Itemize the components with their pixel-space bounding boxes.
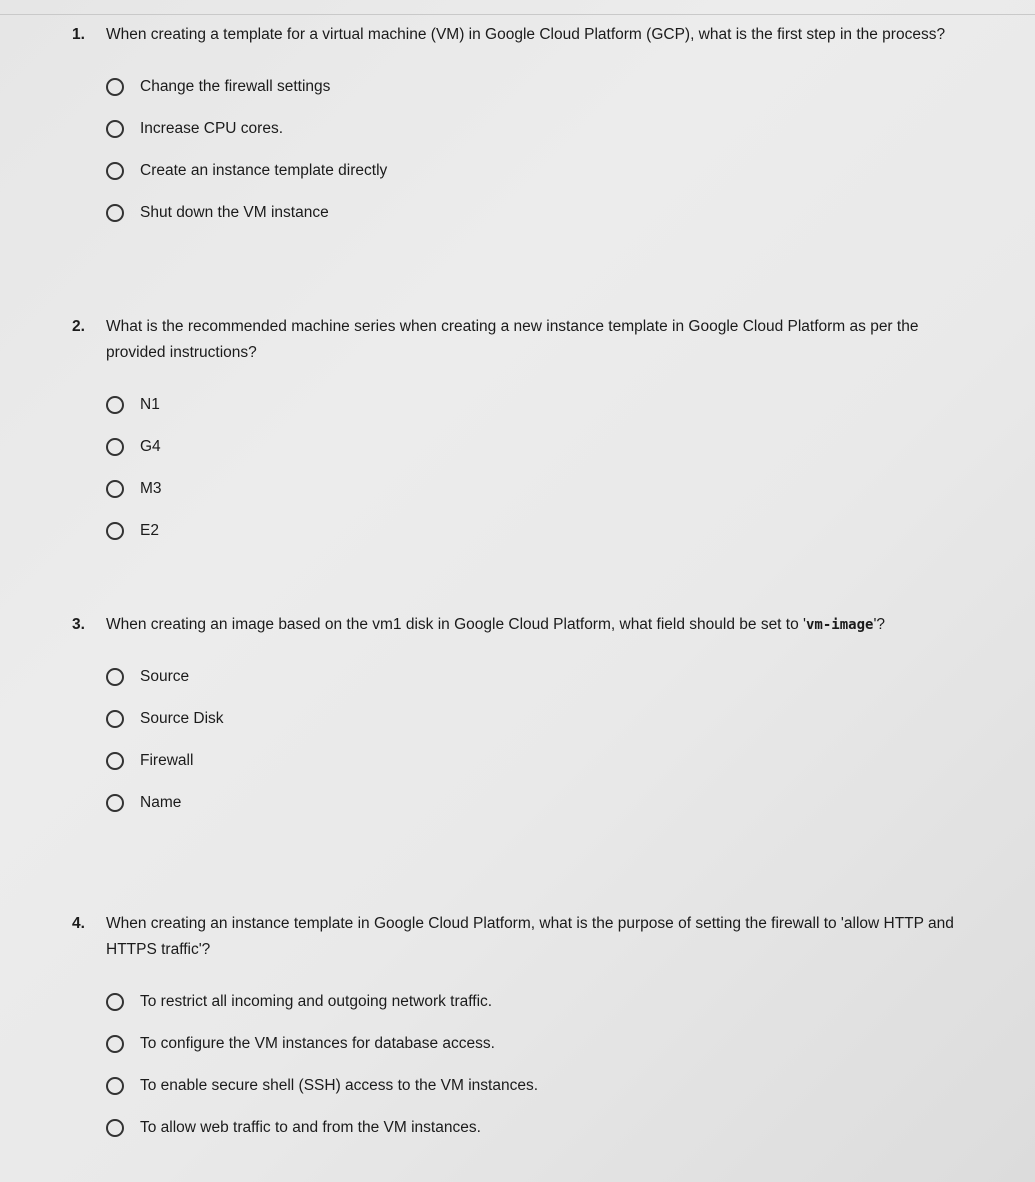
question-3-number: 3. [72,616,85,633]
question-2-option-2[interactable] [106,426,972,468]
question-4-prompt: When creating an instance template in Google Cloud Platform, what is the purpose of setting the firewall to 'allow HTTP and HTTPS traffic'? [106,915,954,958]
question-3-option-1[interactable] [106,656,972,698]
question-2-option-3[interactable] [106,468,972,510]
question-4 [72,911,972,1149]
radio-button[interactable] [106,120,124,138]
radio-button[interactable] [106,78,124,96]
radio-button[interactable] [106,794,124,812]
option-label: Source [140,668,190,685]
radio-button[interactable] [106,1119,124,1137]
option-label: Firewall [140,752,194,769]
question-4-option-2[interactable] [106,1023,972,1065]
question-4-option-1[interactable] [106,981,972,1023]
radio-button[interactable] [106,162,124,180]
question-1-text [72,22,972,48]
question-3-option-2[interactable] [106,698,972,740]
radio-button[interactable] [106,668,124,686]
option-label: M3 [140,480,162,497]
question-4-option-4[interactable] [106,1107,972,1149]
question-1-option-3[interactable] [106,150,972,192]
question-4-options [72,981,972,1149]
radio-button[interactable] [106,752,124,770]
option-label: To enable secure shell (SSH) access to the VM instances. [140,1077,539,1094]
radio-button[interactable] [106,204,124,222]
question-1-option-4[interactable] [106,192,972,234]
question-1-options [72,66,972,234]
option-label: Source Disk [140,710,224,727]
question-4-text [72,911,972,963]
option-label: To configure the VM instances for database access. [140,1035,495,1052]
question-2-prompt: What is the recommended machine series when creating a new instance template in Google Cloud Platform as per the provided instructions? [106,318,919,361]
question-3-prompt-start: When creating an image based on the vm1 disk in Google Cloud Platform, what field should be set to ' [106,616,806,633]
option-label: To allow web traffic to and from the VM instances. [140,1119,481,1136]
question-4-option-3[interactable] [106,1065,972,1107]
option-label: Name [140,794,182,811]
question-1-number: 1. [72,26,85,43]
radio-button[interactable] [106,1035,124,1053]
question-2-options [72,384,972,552]
question-1-option-1[interactable] [106,66,972,108]
option-label: E2 [140,522,159,539]
question-3 [72,612,972,824]
radio-button[interactable] [106,396,124,414]
question-3-option-4[interactable] [106,782,972,824]
option-label: To restrict all incoming and outgoing network traffic. [140,993,493,1010]
question-1-prompt: When creating a template for a virtual machine (VM) in Google Cloud Platform (GCP), what is the first step in the process? [106,26,946,43]
option-label: G4 [140,438,161,455]
radio-button[interactable] [106,993,124,1011]
option-label: Shut down the VM instance [140,204,329,221]
question-3-text [72,612,972,638]
radio-button[interactable] [106,438,124,456]
question-3-option-3[interactable] [106,740,972,782]
option-label: Increase CPU cores. [140,120,283,137]
radio-button[interactable] [106,522,124,540]
option-label: N1 [140,396,160,413]
question-2 [72,314,972,552]
question-2-text [72,314,972,366]
radio-button[interactable] [106,480,124,498]
option-label: Create an instance template directly [140,162,388,179]
radio-button[interactable] [106,1077,124,1095]
top-divider [0,14,1035,15]
question-2-option-1[interactable] [106,384,972,426]
question-1-option-2[interactable] [106,108,972,150]
option-label: Change the firewall settings [140,78,331,95]
question-3-code: vm-image [806,617,874,633]
question-1 [72,22,972,234]
question-3-prompt-end: '? [873,616,886,633]
question-4-number: 4. [72,915,85,932]
question-3-options [72,656,972,824]
question-2-number: 2. [72,318,85,335]
question-2-option-4[interactable] [106,510,972,552]
radio-button[interactable] [106,710,124,728]
